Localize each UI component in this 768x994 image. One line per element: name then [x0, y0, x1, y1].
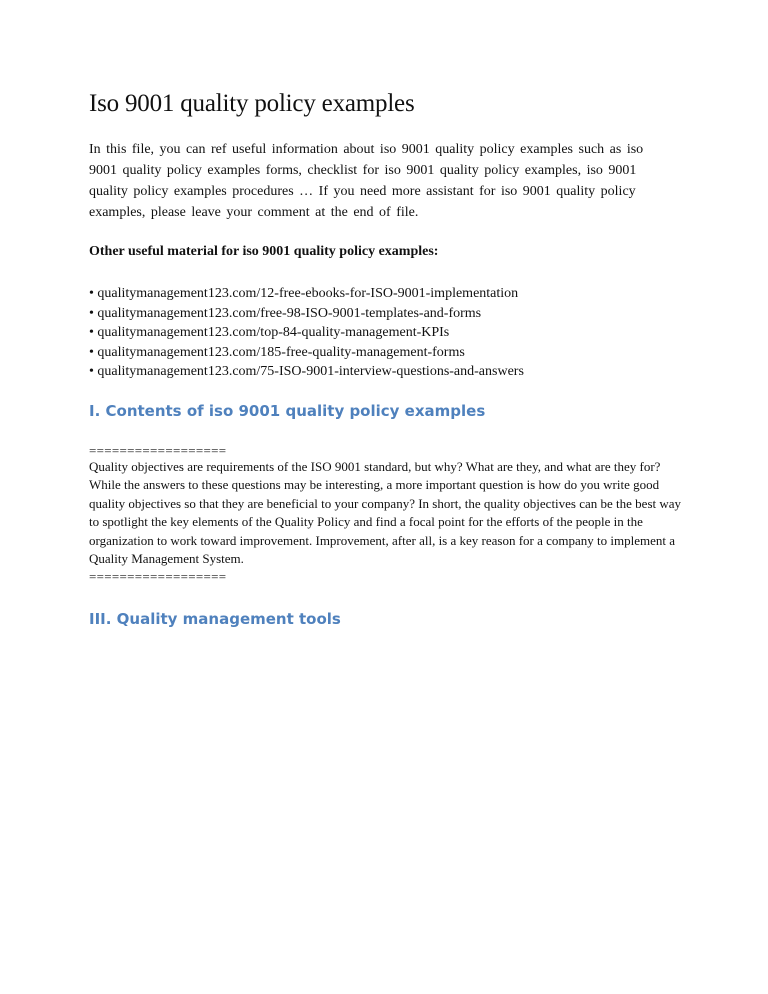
document-title: Iso 9001 quality policy examples	[89, 90, 415, 117]
intro-paragraph: In this file, you can ref useful information about iso 9001 quality policy examples such as iso 9001 quality policy examples forms, checklist for iso 9001 quality policy examples, iso 9001 quality policy examples procedures … If you need more assistant for iso 9001 quality policy examples, please leave your comment at the end of file.	[89, 142, 644, 220]
resource-link-list	[89, 284, 689, 382]
resource-link[interactable]: • qualitymanagement123.com/75-ISO-9001-interview-questions-and-answers	[89, 362, 689, 382]
section-tools-heading: III. Quality management tools	[89, 609, 341, 628]
document-content	[89, 88, 689, 651]
section-contents-body: Quality objectives are requirements of the ISO 9001 standard, but why? What are they, and what are they for? While the answers to these questions may be interesting, a more important question is how do you write good quality objectives so that they are beneficial to your company? In short, the quality objectives can be the best way to spotlight the key elements of the Quality Policy and find a focal point for the efforts of the people in the organization to work toward improvement. Improvement, after all, is a key reason for a company to implement a Quality Management System.	[89, 458, 682, 566]
section-contents-heading: I. Contents of iso 9001 quality policy examples	[89, 401, 486, 420]
resource-link[interactable]: • qualitymanagement123.com/top-84-quality-management-KPIs	[89, 323, 689, 343]
separator-bottom: ==================	[89, 568, 227, 584]
resource-link[interactable]: • qualitymanagement123.com/free-98-ISO-9001-templates-and-forms	[89, 304, 689, 324]
resource-link[interactable]: • qualitymanagement123.com/12-free-ebooks-for-ISO-9001-implementation	[89, 284, 689, 304]
other-material-heading: Other useful material for iso 9001 quality policy examples:	[89, 244, 439, 259]
separator-top: ==================	[89, 442, 227, 458]
resource-link[interactable]: • qualitymanagement123.com/185-free-quality-management-forms	[89, 343, 689, 363]
